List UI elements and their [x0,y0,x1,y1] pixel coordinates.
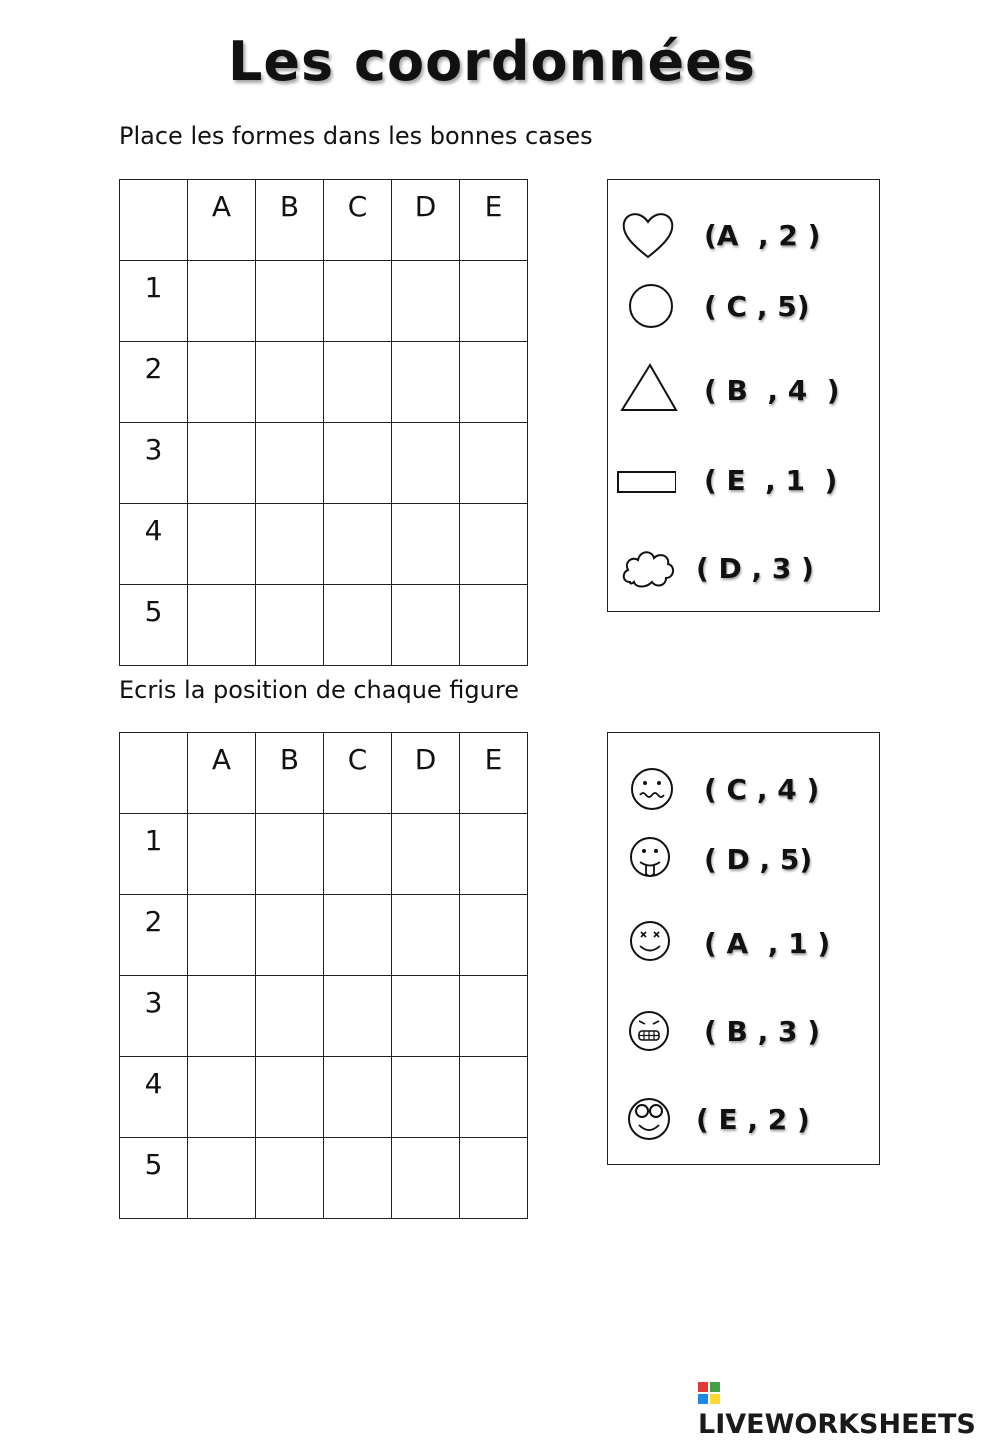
row-header: 2 [120,895,188,976]
grid-cell-D2[interactable] [392,895,460,976]
grid-cell-E4[interactable] [460,504,528,585]
grid-cell-C3[interactable] [324,423,392,504]
key-item[interactable] [608,450,879,510]
wavy-mouth-smiley-icon [618,759,678,819]
grid-cell-B5[interactable] [256,1138,324,1219]
grid-cell-B4[interactable] [256,1057,324,1138]
column-header: E [460,180,528,261]
column-header: A [188,733,256,814]
grid-cell-B5[interactable] [256,585,324,666]
grid-cell-B2[interactable] [256,895,324,976]
coordinate-label: ( B , 4 ) [704,374,840,407]
row-header: 5 [120,1138,188,1219]
grid-cell-A1[interactable] [188,261,256,342]
coordinate-label: ( B , 3 ) [704,1015,821,1048]
row-header: 1 [120,814,188,895]
grid-cell-E3[interactable] [460,976,528,1057]
grid-cell-C3[interactable] [324,976,392,1057]
instruction-write-position: Ecris la position de chaque figure [119,676,519,704]
grid-cell-A3[interactable] [188,423,256,504]
grid-cell-C5[interactable] [324,585,392,666]
key-item[interactable] [608,913,879,973]
grid-cell-E1[interactable] [460,261,528,342]
grid-cell-C5[interactable] [324,1138,392,1219]
coordinate-label: ( D , 3 ) [696,552,814,585]
coordinate-label: ( A , 1 ) [704,927,831,960]
row-header: 4 [120,504,188,585]
grid-cell-E4[interactable] [460,1057,528,1138]
row-header: 3 [120,976,188,1057]
row-header: 5 [120,585,188,666]
grid-cell-A2[interactable] [188,895,256,976]
grid-cell-C2[interactable] [324,342,392,423]
grid-cell-D1[interactable] [392,814,460,895]
grid-cell-E5[interactable] [460,585,528,666]
grid-cell-C1[interactable] [324,261,392,342]
key-item[interactable] [608,759,879,819]
x-eyes-smiley-icon [618,913,678,973]
grid-cell-A4[interactable] [188,504,256,585]
grid-cell-B3[interactable] [256,423,324,504]
coordinate-label: ( E , 2 ) [696,1103,810,1136]
grid-cell-C4[interactable] [324,504,392,585]
brand-logo-icon [698,1380,720,1402]
coordinate-grid-1 [119,179,528,666]
brand-name: LIVEWORKSHEETS [698,1409,976,1440]
grid-cell-D2[interactable] [392,342,460,423]
column-header: C [324,733,392,814]
coordinate-grid-2 [119,732,528,1219]
circle-icon[interactable] [618,276,678,336]
row-header: 1 [120,261,188,342]
column-header: D [392,180,460,261]
grid-cell-A1[interactable] [188,814,256,895]
cloud-icon[interactable] [618,538,678,598]
grid-cell-A2[interactable] [188,342,256,423]
column-header: B [256,180,324,261]
grid-cell-A5[interactable] [188,1138,256,1219]
row-header: 3 [120,423,188,504]
page-title: Les coordonnées [228,30,756,93]
grimace-smiley-icon [618,1001,678,1061]
grid-cell-D3[interactable] [392,423,460,504]
grid-cell-D4[interactable] [392,504,460,585]
coordinate-label: ( C , 4 ) [704,773,820,806]
row-header: 4 [120,1057,188,1138]
shape-key-panel [607,179,880,612]
grid-cell-E1[interactable] [460,814,528,895]
coordinate-label: (A , 2 ) [704,219,821,252]
grid-cell-D3[interactable] [392,976,460,1057]
key-item[interactable] [608,829,879,889]
grid-cell-B3[interactable] [256,976,324,1057]
grid-cell-B1[interactable] [256,261,324,342]
grid-cell-B1[interactable] [256,814,324,895]
grid-corner-cell [120,180,188,261]
grid-cell-D5[interactable] [392,585,460,666]
grid-cell-D5[interactable] [392,1138,460,1219]
column-header: C [324,180,392,261]
key-item[interactable] [608,1089,879,1149]
coordinate-label: ( E , 1 ) [704,464,838,497]
smiley-key-panel [607,732,880,1165]
grid-cell-D4[interactable] [392,1057,460,1138]
heart-icon[interactable] [618,205,678,265]
grid-cell-A4[interactable] [188,1057,256,1138]
column-header: D [392,733,460,814]
key-item[interactable] [608,276,879,336]
grid-cell-C2[interactable] [324,895,392,976]
grid-cell-B2[interactable] [256,342,324,423]
grid-cell-D1[interactable] [392,261,460,342]
triangle-icon[interactable] [618,360,678,420]
grid-cell-C1[interactable] [324,814,392,895]
grid-cell-A3[interactable] [188,976,256,1057]
coordinate-label: ( D , 5) [704,843,813,876]
column-header: B [256,733,324,814]
brand-logo[interactable] [698,1378,1000,1440]
grid-cell-E5[interactable] [460,1138,528,1219]
key-item[interactable] [608,538,879,598]
glasses-smiley-icon [618,1089,678,1149]
grid-cell-B4[interactable] [256,504,324,585]
key-item[interactable] [608,360,879,420]
grid-cell-E2[interactable] [460,895,528,976]
key-item[interactable] [608,205,879,265]
key-item[interactable] [608,1001,879,1061]
grid-cell-C4[interactable] [324,1057,392,1138]
column-header: A [188,180,256,261]
instruction-place-shapes: Place les formes dans les bonnes cases [119,122,593,150]
coordinate-label: ( C , 5) [704,290,810,323]
row-header: 2 [120,342,188,423]
grid-cell-A5[interactable] [188,585,256,666]
column-header: E [460,733,528,814]
grid-corner-cell [120,733,188,814]
grid-cell-E2[interactable] [460,342,528,423]
rectangle-icon[interactable] [616,450,676,510]
tongue-smiley-icon [618,829,678,889]
grid-cell-E3[interactable] [460,423,528,504]
